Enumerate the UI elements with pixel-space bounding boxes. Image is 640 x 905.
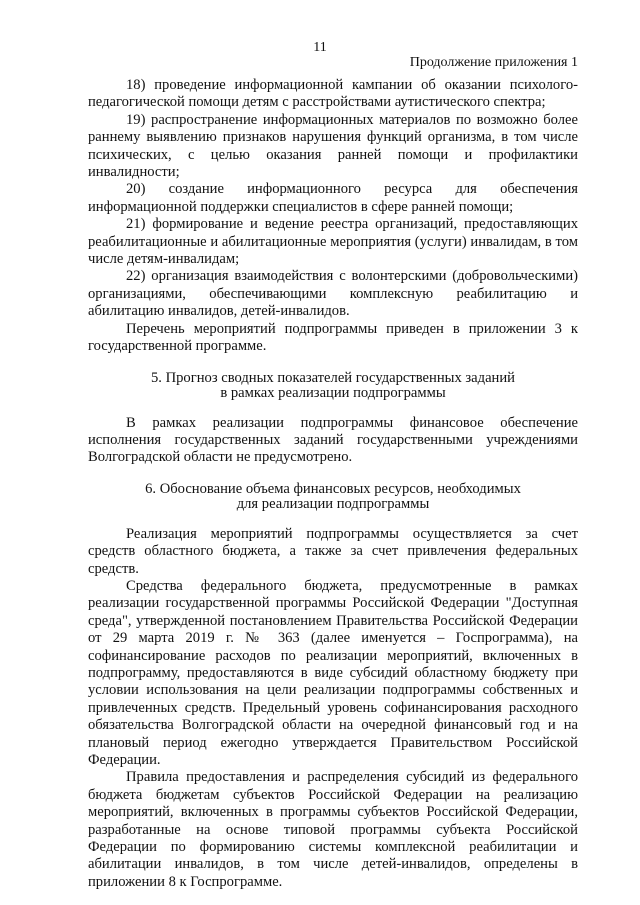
list-item: Перечень мероприятий подпрограммы приведен в приложении 3 к государственной программе. <box>88 320 578 355</box>
list-item: 18) проведение информационной кампании об оказании психолого-педагогической помощи детям с расстройствами аутистического спектра; <box>88 77 578 111</box>
document-body <box>88 77 578 891</box>
spacer <box>88 512 578 526</box>
spacer <box>88 356 578 371</box>
section-5-paragraph: В рамках реализации подпрограммы финансовое обеспечение исполнения государственных заданий государственными учреждениями Волгоградской области не предусмотрено. <box>88 414 578 466</box>
list-item: 22) организация взаимодействия с волонтерскими (добровольческими) организациями, обеспечивающими комплексную реабилитацию и абилитацию инвалидов, детей-инвалидов. <box>88 268 578 320</box>
list-item: 19) распространение информационных материалов по возможно более раннему выявлению признаков нарушения функций организма, в том числе психических, с целью оказания ранней помощи и профилактики инвалидности; <box>88 111 578 181</box>
section-6-heading <box>88 482 578 512</box>
section-6-paragraph: Средства федерального бюджета, предусмотренные в рамках реализации государственной программы Российской Федерации "Доступная среда", утвержденной постановлением Правительства Российской Федерации от 29 марта 2019 г. № 363 (далее именуется – Госпрограмма), на софинансирование расходов по реализации мероприятий, включенных в подпрограмму, предоставляются в виде субсидий областному бюджету при условии использования на цели реализации подпрограммы собственных и привлеченных средств. Предельный уровень софинансирования расходного обязательства Волгоградской области на очередной финансовый год и на плановый период ежегодно утверждается Правительством Российской Федерации. <box>88 577 578 768</box>
spacer <box>88 401 578 415</box>
spacer <box>88 467 578 482</box>
section-heading-line: 6. Обоснование объема финансовых ресурсов, необходимых <box>145 480 521 497</box>
section-6-paragraph: Реализация мероприятий подпрограммы осуществляется за счет средств областного бюджета, а также за счет привлечения федеральных средств. <box>88 525 578 577</box>
section-heading-line: для реализации подпрограммы <box>236 495 430 512</box>
list-item: 20) создание информационного ресурса для обеспечения информационной поддержки специалистов в сфере ранней помощи; <box>88 181 578 215</box>
list-item: 21) формирование и ведение реестра организаций, предоставляющих реабилитационные и абилитационные мероприятия (услуги) инвалидам, в том числе детям-инвалидам; <box>88 216 578 268</box>
section-heading-line: 5. Прогноз сводных показателей государственных заданий <box>151 369 515 386</box>
page-number: 11 <box>313 40 327 55</box>
section-6-paragraph: Правила предоставления и распределения субсидий из федерального бюджета бюджетам субъектов Российской Федерации на реализацию мероприятий, включенных в программы субъектов Российской Федерации, разработанные на основе типовой программы субъекта Российской Федерации по формированию системы комплексной реабилитации и абилитации инвалидов, в том числе детей-инвалидов, определены в приложении 8 к Госпрограмме. <box>88 769 578 890</box>
section-heading-line: в рамках реализации подпрограммы <box>220 384 446 401</box>
section-5-heading <box>88 371 578 401</box>
continuation-note: Продолжение приложения 1 <box>409 55 578 70</box>
